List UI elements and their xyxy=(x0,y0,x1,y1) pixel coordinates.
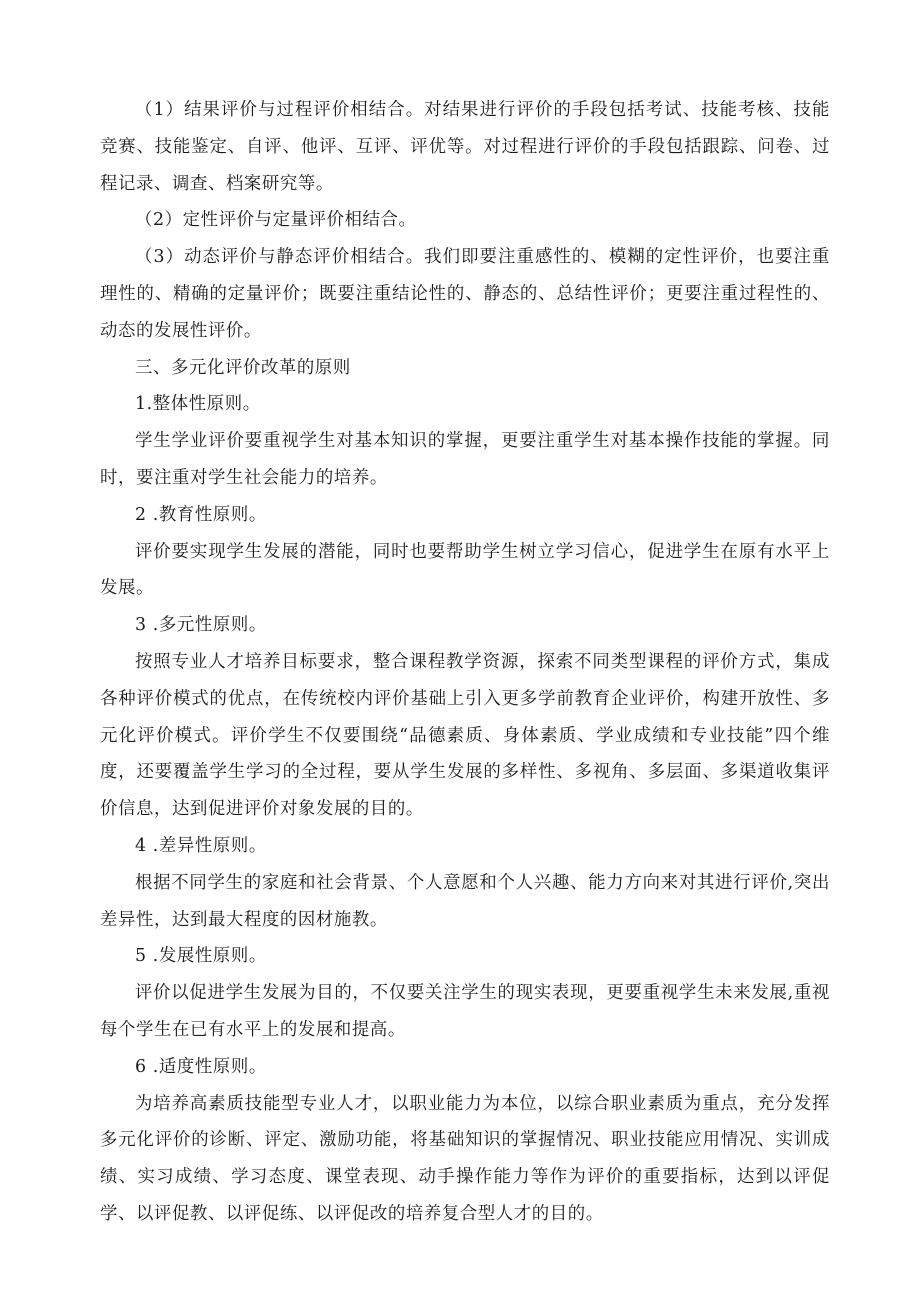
principle-text-4: 根据不同学生的家庭和社会背景、个人意愿和个人兴趣、能力方向来对其进行评价,突出差异性，达到最大程度的因材施教。 xyxy=(100,872,830,930)
section-heading: 三、多元化评价改革的原则 xyxy=(135,357,351,378)
principle-text-1: 学生学业评价要重视学生对基本知识的掌握，更要注重学生对基本操作技能的掌握。同时，要注重对学生社会能力的培养。 xyxy=(100,431,830,488)
principle-heading-3: 3 .多元性原则。 xyxy=(135,615,267,636)
principle-text-5: 评价以促进学生发展为目的，不仅要关注学生的现实表现，更要重视学生未来发展,重视每个学生在已有水平上的发展和提高。 xyxy=(100,983,830,1040)
principle-text-6: 为培养高素质技能型专业人才，以职业能力为本位，以综合职业素质为重点，充分发挥多元化评价的诊断、评定、激励功能，将基础知识的掌握情况、职业技能应用情况、实训成绩、实习成绩、学习态度、课堂表现、动手操作能力等作为评价的重要指标，达到以评促学、以评促教、以评促练、以评促改的培养复合型人才的目的。 xyxy=(100,1093,830,1224)
principle-heading-1: 1.整体性原则。 xyxy=(135,394,261,415)
principle-heading-5: 5 .发展性原则。 xyxy=(135,946,267,967)
paragraph-qualitative-quantitative: （2）定性评价与定量评价相结合。 xyxy=(135,210,417,231)
principle-heading-4: 4 .差异性原则。 xyxy=(135,835,267,856)
principle-text-2: 评价要实现学生发展的潜能，同时也要帮助学生树立学习信心，促进学生在原有水平上发展。 xyxy=(100,541,830,599)
paragraph-dynamic-static: （3）动态评价与静态评价相结合。我们即要注重感性的、模糊的定性评价，也要注重理性的、精确的定量评价；既要注重结论性的、静态的、总结性评价；更要注重过程性的、动态的发展性评价。 xyxy=(100,247,830,341)
principle-text-3: 按照专业人才培养目标要求，整合课程教学资源，探索不同类型课程的评价方式，集成各种评价模式的优点，在传统校内评价基础上引入更多学前教育企业评价，构建开放性、多元化评价模式。评价学生不仅要围绕“品德素质、身体素质、学业成绩和专业技能”四个维度，还要覆盖学生学习的全过程，要从学生发展的多样性、多视角、多层面、多渠道收集评价信息，达到促进评价对象发展的目的。 xyxy=(100,651,830,820)
principle-heading-6: 6 .适度性原则。 xyxy=(135,1056,267,1077)
principle-heading-2: 2 .教育性原则。 xyxy=(135,504,267,525)
paragraph-result-process: （1）结果评价与过程评价相结合。对结果进行评价的手段包括考试、技能考核、技能竞赛、技能鉴定、自评、他评、互评、评优等。对过程进行评价的手段包括跟踪、问卷、过程记录、调查、档案研究等。 xyxy=(100,100,830,194)
document-body xyxy=(100,92,830,1233)
